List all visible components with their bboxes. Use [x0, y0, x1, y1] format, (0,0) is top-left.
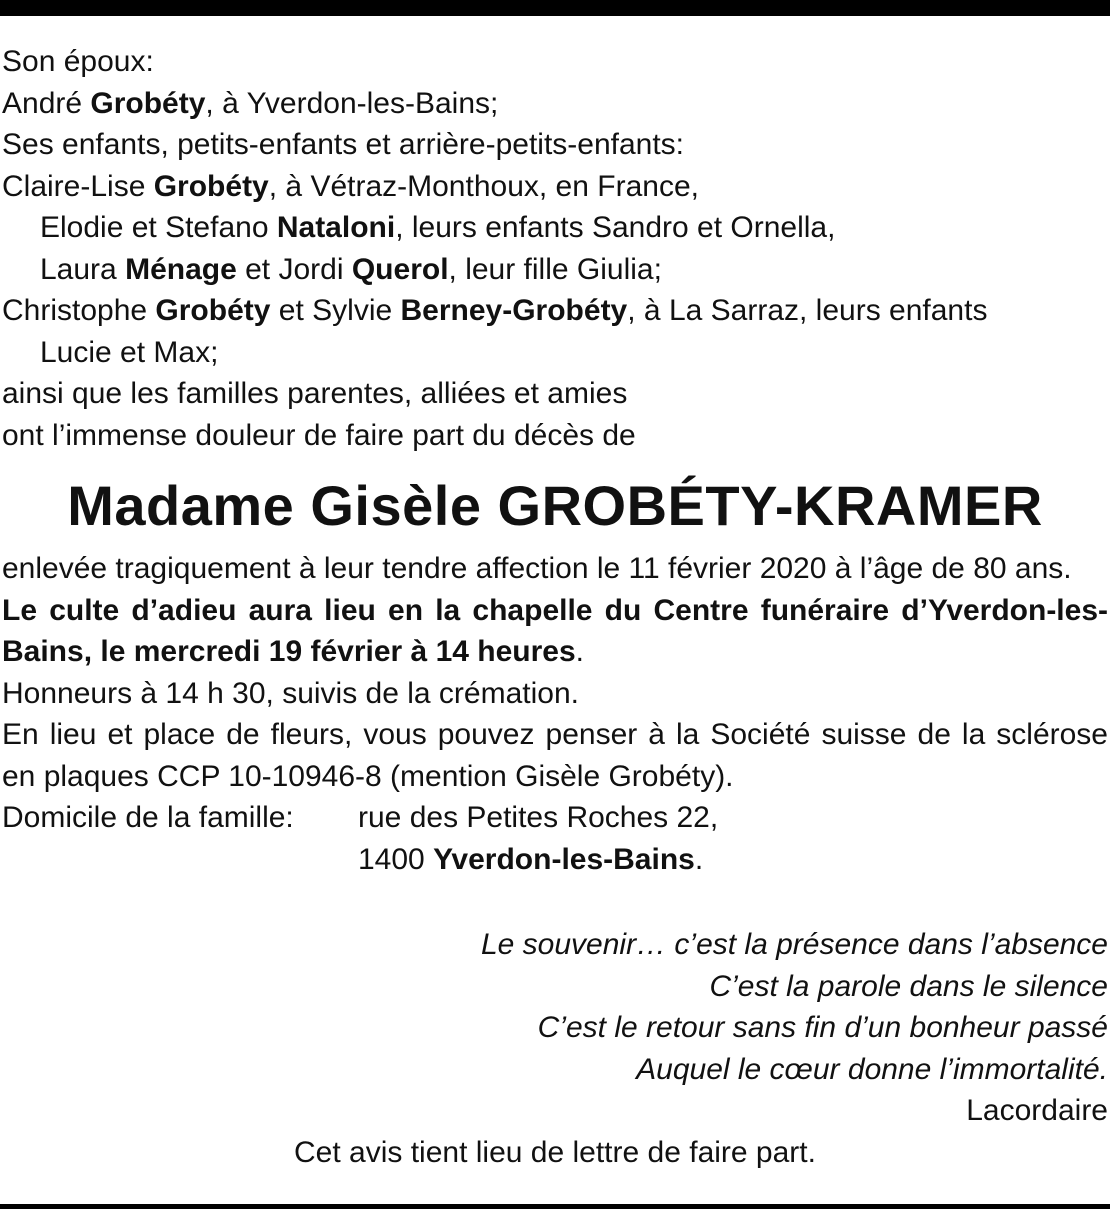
address-city: Yverdon-les-Bains: [433, 842, 695, 876]
spouse-line: André Grobéty, à Yverdon-les-Bains;: [2, 86, 499, 120]
deceased-name: Madame Gisèle GROBÉTY-KRAMER: [67, 474, 1043, 537]
family-line-7: ont l’immense douleur de faire part du décès de: [2, 418, 636, 452]
donation: En lieu et place de fleurs, vous pouvez penser à la Société suisse de la sclérose en plaques CCP 10-10946-8 (mention Gisèle Grobéty).: [2, 718, 1108, 793]
poem: [2, 924, 1108, 1090]
obituary-notice: [2, 41, 1108, 1173]
poem-line: Auquel le cœur donne l’immortalité.: [636, 1052, 1108, 1086]
family-line-2: Elodie et Stefano Nataloni, leurs enfants Sandro et Ornella,: [40, 211, 836, 244]
top-rule: [0, 0, 1110, 16]
honors: Honneurs à 14 h 30, suivis de la crémation.: [2, 676, 579, 710]
address-postcode: 1400: [358, 842, 434, 876]
family-line-5: Lucie et Max;: [40, 335, 219, 369]
poem-line: Le souvenir… c’est la présence dans l’absence: [480, 928, 1108, 961]
poem-author: Lacordaire: [966, 1094, 1108, 1127]
family-line-4: Christophe Grobéty et Sylvie Berney-Grobéty, à La Sarraz, leurs enfants: [2, 294, 988, 327]
announcement: enlevée tragiquement à leur tendre affection le 11 février 2020 à l’âge de 80 ans.: [2, 552, 1072, 585]
family-line-6: ainsi que les familles parentes, alliées et amies: [2, 377, 628, 410]
family-line-1: Claire-Lise Grobéty, à Vétraz-Monthoux, en France,: [2, 169, 699, 203]
spouse-heading: Son époux:: [2, 45, 154, 78]
address-street: rue des Petites Roches 22,: [358, 801, 719, 834]
address-label: Domicile de la famille:: [2, 801, 294, 834]
ceremony-details: Le culte d’adieu aura lieu en la chapelle du Centre funéraire d’Yverdon-les-Bains, le mercredi 19 février à 14 heures.: [2, 593, 1108, 668]
family-line-3: Laura Ménage et Jordi Querol, leur fille Giulia;: [40, 252, 662, 286]
poem-line: C’est le retour sans fin d’un bonheur passé: [537, 1011, 1108, 1044]
family-address: [2, 797, 1108, 839]
bottom-rule: [0, 1204, 1110, 1209]
poem-line: C’est la parole dans le silence: [709, 969, 1108, 1003]
footer-note: Cet avis tient lieu de lettre de faire part.: [294, 1135, 816, 1169]
children-heading: Ses enfants, petits-enfants et arrière-petits-enfants:: [2, 128, 685, 161]
family-address-city: 1400 Yverdon-les-Bains.: [358, 842, 704, 876]
